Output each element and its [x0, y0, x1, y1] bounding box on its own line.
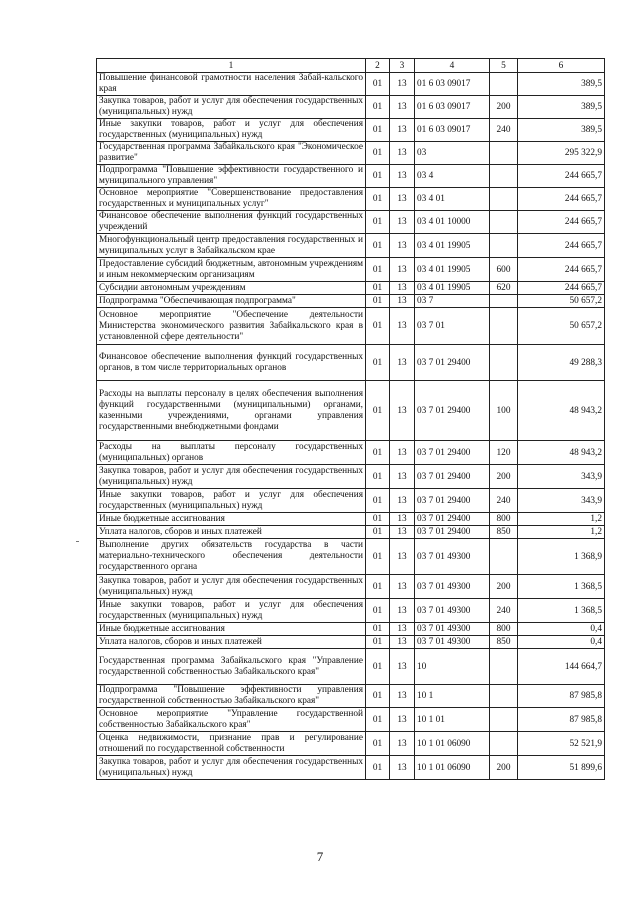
row-expense-type: 200	[490, 465, 518, 489]
row-amount: 0,4	[518, 636, 605, 649]
row-expense-type	[490, 73, 518, 96]
row-amount: 244 665,7	[518, 211, 605, 234]
row-expense-type	[490, 295, 518, 308]
row-section: 01	[366, 73, 390, 96]
row-target-code: 03 4 01 19905	[415, 282, 490, 295]
row-amount: 244 665,7	[518, 188, 605, 211]
row-description: Оценка недвижимости, признание прав и регулирование отношений по государственной собственности	[97, 732, 366, 756]
row-subsection: 13	[390, 513, 415, 526]
row-target-code: 03 7 01 49300	[415, 623, 490, 636]
table-row	[97, 465, 605, 489]
row-target-code: 01 6 03 09017	[415, 73, 490, 96]
row-section: 01	[366, 345, 390, 381]
row-subsection: 13	[390, 142, 415, 165]
row-amount: 87 985,8	[518, 685, 605, 708]
table-row	[97, 575, 605, 599]
table-row	[97, 513, 605, 526]
row-subsection: 13	[390, 345, 415, 381]
table-row	[97, 96, 605, 119]
row-subsection: 13	[390, 756, 415, 780]
table-row	[97, 119, 605, 142]
row-description: Закупка товаров, работ и услуг для обеспечения государственных (муниципальных) нужд	[97, 465, 366, 489]
row-target-code: 03 4	[415, 165, 490, 188]
row-subsection: 13	[390, 119, 415, 142]
page-number: 7	[316, 849, 324, 864]
row-subsection: 13	[390, 732, 415, 756]
row-subsection: 13	[390, 539, 415, 575]
table-row	[97, 732, 605, 756]
row-description: Иные закупки товаров, работ и услуг для обеспечения государственных (муниципальных) нужд	[97, 119, 366, 142]
row-target-code: 10 1 01	[415, 708, 490, 732]
row-subsection: 13	[390, 708, 415, 732]
header-row	[97, 59, 605, 73]
table-row	[97, 539, 605, 575]
row-section: 01	[366, 441, 390, 465]
row-target-code: 03 7 01 29400	[415, 513, 490, 526]
row-target-code: 03 4 01	[415, 188, 490, 211]
table-row	[97, 188, 605, 211]
row-target-code: 03 7	[415, 295, 490, 308]
row-section: 01	[366, 708, 390, 732]
table-row	[97, 345, 605, 381]
row-section: 01	[366, 649, 390, 685]
row-target-code: 10	[415, 649, 490, 685]
row-subsection: 13	[390, 211, 415, 234]
row-expense-type: 240	[490, 119, 518, 142]
row-section: 01	[366, 636, 390, 649]
row-description: Уплата налогов, сборов и иных платежей	[97, 526, 366, 539]
row-expense-type	[490, 211, 518, 234]
col-header-1: 1	[97, 59, 366, 73]
row-amount: 1 368,5	[518, 599, 605, 623]
row-section: 01	[366, 96, 390, 119]
row-section: 01	[366, 142, 390, 165]
row-amount: 1 368,9	[518, 539, 605, 575]
row-description: Финансовое обеспечение выполнения функций государственных учреждений	[97, 211, 366, 234]
row-section: 01	[366, 513, 390, 526]
row-target-code: 03 4 01 10000	[415, 211, 490, 234]
row-target-code: 03 4 01 19905	[415, 258, 490, 282]
row-description: Уплата налогов, сборов и иных платежей	[97, 636, 366, 649]
row-expense-type: 620	[490, 282, 518, 295]
stray-mark	[76, 541, 79, 542]
table-row	[97, 234, 605, 258]
row-subsection: 13	[390, 96, 415, 119]
row-target-code: 01 6 03 09017	[415, 119, 490, 142]
row-amount: 389,5	[518, 73, 605, 96]
table-row	[97, 142, 605, 165]
table-row	[97, 211, 605, 234]
row-section: 01	[366, 623, 390, 636]
row-description: Государственная программа Забайкальского края "Экономическое развитие"	[97, 142, 366, 165]
row-description: Иные бюджетные ассигнования	[97, 513, 366, 526]
row-amount: 244 665,7	[518, 258, 605, 282]
table-row	[97, 258, 605, 282]
row-subsection: 13	[390, 73, 415, 96]
row-section: 01	[366, 526, 390, 539]
table-row	[97, 308, 605, 345]
row-subsection: 13	[390, 234, 415, 258]
row-expense-type	[490, 165, 518, 188]
row-subsection: 13	[390, 465, 415, 489]
row-description: Основное мероприятие "Управление государственной собственностью Забайкальского края"	[97, 708, 366, 732]
table-row	[97, 73, 605, 96]
table-row	[97, 708, 605, 732]
row-subsection: 13	[390, 575, 415, 599]
row-section: 01	[366, 685, 390, 708]
table-row	[97, 489, 605, 513]
row-section: 01	[366, 599, 390, 623]
row-section: 01	[366, 165, 390, 188]
row-target-code: 03 7 01 29400	[415, 526, 490, 539]
row-description: Многофункциональный центр предоставления государственных и муниципальных услуг в Забайкальском крае	[97, 234, 366, 258]
row-expense-type	[490, 308, 518, 345]
row-description: Подпрограмма "Обеспечивающая подпрограмма"	[97, 295, 366, 308]
row-target-code: 03 7 01 49300	[415, 599, 490, 623]
row-amount: 87 985,8	[518, 708, 605, 732]
row-amount: 295 322,9	[518, 142, 605, 165]
row-section: 01	[366, 381, 390, 441]
row-description: Финансовое обеспечение выполнения функций государственных органов, в том числе территориальных органов	[97, 345, 366, 381]
row-expense-type: 200	[490, 96, 518, 119]
row-target-code: 10 1	[415, 685, 490, 708]
row-expense-type	[490, 685, 518, 708]
row-subsection: 13	[390, 295, 415, 308]
row-description: Государственная программа Забайкальского края "Управление государственной собственностью Забайкальского края"	[97, 649, 366, 685]
row-section: 01	[366, 539, 390, 575]
row-subsection: 13	[390, 381, 415, 441]
row-target-code: 03 4 01 19905	[415, 234, 490, 258]
row-expense-type	[490, 234, 518, 258]
col-header-4: 4	[415, 59, 490, 73]
row-expense-type	[490, 188, 518, 211]
row-expense-type: 200	[490, 756, 518, 780]
table-row	[97, 441, 605, 465]
row-expense-type	[490, 649, 518, 685]
row-amount: 48 943,2	[518, 441, 605, 465]
row-target-code: 03 7 01 49300	[415, 636, 490, 649]
budget-table	[96, 58, 605, 780]
row-amount: 144 664,7	[518, 649, 605, 685]
row-section: 01	[366, 732, 390, 756]
row-target-code: 03 7 01 29400	[415, 441, 490, 465]
row-expense-type: 800	[490, 513, 518, 526]
table-row	[97, 381, 605, 441]
row-expense-type	[490, 142, 518, 165]
row-amount: 51 899,6	[518, 756, 605, 780]
row-amount: 49 288,3	[518, 345, 605, 381]
row-subsection: 13	[390, 258, 415, 282]
table-row	[97, 685, 605, 708]
row-amount: 244 665,7	[518, 234, 605, 258]
row-target-code: 03 7 01 29400	[415, 381, 490, 441]
row-amount: 244 665,7	[518, 282, 605, 295]
row-expense-type	[490, 708, 518, 732]
row-section: 01	[366, 489, 390, 513]
row-amount: 343,9	[518, 489, 605, 513]
table-row	[97, 623, 605, 636]
row-subsection: 13	[390, 165, 415, 188]
row-description: Закупка товаров, работ и услуг для обеспечения государственных (муниципальных) нужд	[97, 575, 366, 599]
row-target-code: 01 6 03 09017	[415, 96, 490, 119]
row-section: 01	[366, 211, 390, 234]
row-expense-type: 120	[490, 441, 518, 465]
table-row	[97, 599, 605, 623]
row-expense-type: 100	[490, 381, 518, 441]
col-header-6: 6	[518, 59, 605, 73]
row-description: Иные закупки товаров, работ и услуг для обеспечения государственных (муниципальных) нужд	[97, 489, 366, 513]
row-expense-type: 200	[490, 575, 518, 599]
row-amount: 50 657,2	[518, 295, 605, 308]
row-section: 01	[366, 282, 390, 295]
row-description: Расходы на выплаты персоналу в целях обеспечения выполнения функций государственными (муниципальными) органами, казенными учреждениями, органами управления государственными внебюджетными фондами	[97, 381, 366, 441]
row-subsection: 13	[390, 441, 415, 465]
row-description: Предоставление субсидий бюджетным, автономным учреждениям и иным некоммерческим организациям	[97, 258, 366, 282]
row-description: Повышение финансовой грамотности населения Забай-кальского края	[97, 73, 366, 96]
row-subsection: 13	[390, 649, 415, 685]
row-expense-type: 850	[490, 526, 518, 539]
table-row	[97, 282, 605, 295]
row-target-code: 10 1 01 06090	[415, 732, 490, 756]
row-amount: 1 368,5	[518, 575, 605, 599]
row-amount: 52 521,9	[518, 732, 605, 756]
table-row	[97, 636, 605, 649]
row-description: Основное мероприятие "Обеспечение деятельности Министерства экономического развития Забайкальского края в установленной сфере деятельности"	[97, 308, 366, 345]
row-subsection: 13	[390, 308, 415, 345]
row-description: Субсидии автономным учреждениям	[97, 282, 366, 295]
col-header-2: 2	[366, 59, 390, 73]
col-header-3: 3	[390, 59, 415, 73]
row-subsection: 13	[390, 188, 415, 211]
row-expense-type	[490, 345, 518, 381]
row-amount: 48 943,2	[518, 381, 605, 441]
row-description: Иные закупки товаров, работ и услуг для обеспечения государственных (муниципальных) нужд	[97, 599, 366, 623]
row-description: Подпрограмма "Повышение эффективности государственного и муниципального управления"	[97, 165, 366, 188]
row-target-code: 03 7 01	[415, 308, 490, 345]
row-section: 01	[366, 119, 390, 142]
row-description: Выполнение других обязательств государства в части материально-технического обеспечения деятельности государственного органа	[97, 539, 366, 575]
row-amount: 343,9	[518, 465, 605, 489]
row-section: 01	[366, 465, 390, 489]
row-description: Основное мероприятие "Совершенствование предоставления государственных и муниципальных услуг"	[97, 188, 366, 211]
row-description: Закупка товаров, работ и услуг для обеспечения государственных (муниципальных) нужд	[97, 756, 366, 780]
row-amount: 0,4	[518, 623, 605, 636]
row-section: 01	[366, 756, 390, 780]
row-subsection: 13	[390, 685, 415, 708]
row-target-code: 10 1 01 06090	[415, 756, 490, 780]
row-section: 01	[366, 258, 390, 282]
table-row	[97, 756, 605, 780]
row-section: 01	[366, 234, 390, 258]
row-subsection: 13	[390, 623, 415, 636]
row-section: 01	[366, 308, 390, 345]
row-section: 01	[366, 295, 390, 308]
row-subsection: 13	[390, 489, 415, 513]
col-header-5: 5	[490, 59, 518, 73]
row-expense-type	[490, 732, 518, 756]
row-expense-type: 850	[490, 636, 518, 649]
row-target-code: 03 7 01 29400	[415, 345, 490, 381]
row-amount: 389,5	[518, 119, 605, 142]
row-section: 01	[366, 188, 390, 211]
row-expense-type	[490, 539, 518, 575]
row-amount: 244 665,7	[518, 165, 605, 188]
row-description: Иные бюджетные ассигнования	[97, 623, 366, 636]
row-amount: 1,2	[518, 526, 605, 539]
row-target-code: 03 7 01 29400	[415, 465, 490, 489]
row-subsection: 13	[390, 599, 415, 623]
row-subsection: 13	[390, 282, 415, 295]
row-amount: 1,2	[518, 513, 605, 526]
table-row	[97, 295, 605, 308]
row-expense-type: 800	[490, 623, 518, 636]
row-target-code: 03 7 01 29400	[415, 489, 490, 513]
row-expense-type: 240	[490, 489, 518, 513]
row-description: Подпрограмма "Повышение эффективности управления государственной собственностью Забайкальского края"	[97, 685, 366, 708]
row-expense-type: 240	[490, 599, 518, 623]
row-target-code: 03 7 01 49300	[415, 539, 490, 575]
row-target-code: 03	[415, 142, 490, 165]
row-expense-type: 600	[490, 258, 518, 282]
row-description: Закупка товаров, работ и услуг для обеспечения государственных (муниципальных) нужд	[97, 96, 366, 119]
row-section: 01	[366, 575, 390, 599]
row-description: Расходы на выплаты персоналу государственных (муниципальных) органов	[97, 441, 366, 465]
row-target-code: 03 7 01 49300	[415, 575, 490, 599]
row-subsection: 13	[390, 636, 415, 649]
table-row	[97, 165, 605, 188]
table-row	[97, 649, 605, 685]
row-amount: 50 657,2	[518, 308, 605, 345]
row-amount: 389,5	[518, 96, 605, 119]
table-row	[97, 526, 605, 539]
row-subsection: 13	[390, 526, 415, 539]
